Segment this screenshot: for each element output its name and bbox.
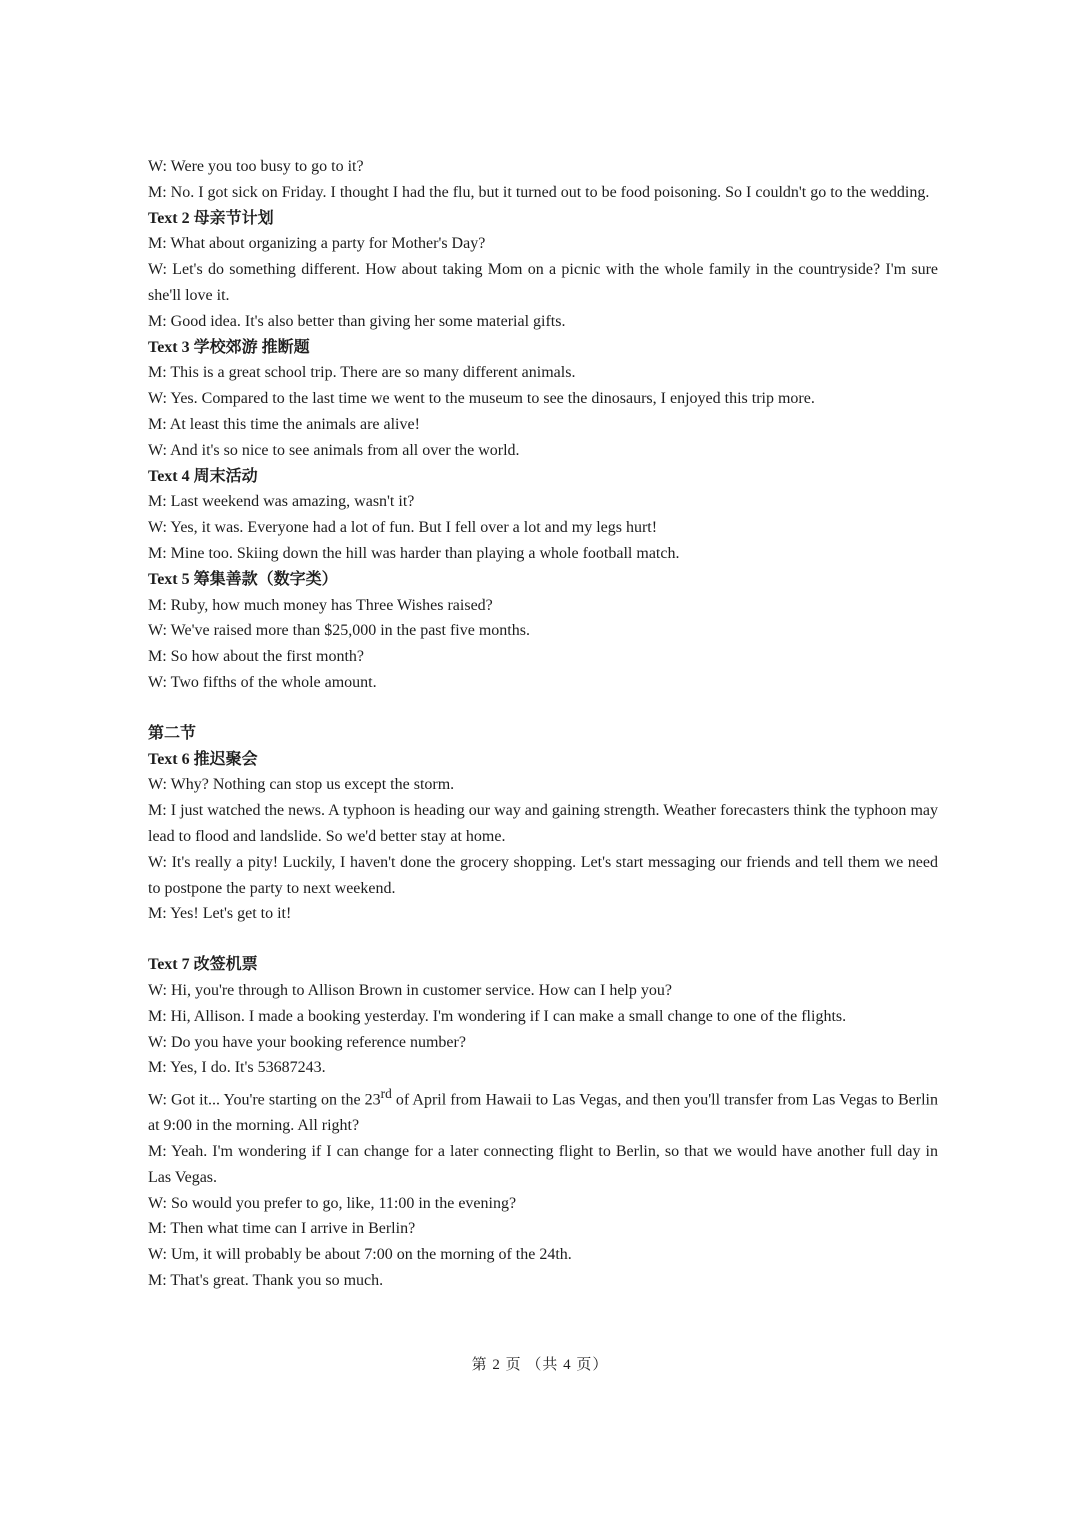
section-gap	[148, 696, 938, 721]
dialogue-line: W: It's really a pity! Luckily, I haven't done the grocery shopping. Let's start messaging our friends and tell them we need to postpone the party to next weekend.	[148, 853, 938, 897]
dialogue-line: W: So would you prefer to go, like, 11:00 in the evening?	[148, 1194, 517, 1212]
dialogue-line: M: Then what time can I arrive in Berlin?	[148, 1220, 416, 1238]
dialogue-text: W: Got it... You're starting on the 23	[148, 1091, 381, 1109]
section-heading-text-3: Text 3 学校郊游 推断题	[148, 338, 310, 356]
ordinal-suffix: rd	[380, 1086, 392, 1102]
dialogue-line: M: Yes! Let's get to it!	[148, 905, 292, 923]
dialogue-line: W: Yes. Compared to the last time we went to the museum to see the dinosaurs, I enjoyed this trip more.	[148, 390, 815, 408]
dialogue-line: M: Mine too. Skiing down the hill was harder than playing a whole football match.	[148, 544, 680, 562]
dialogue-line: M: Hi, Allison. I made a booking yesterday. I'm wondering if I can make a small change to one of the flights.	[148, 1007, 847, 1025]
dialogue-line: M: This is a great school trip. There are so many different animals.	[148, 364, 576, 382]
dialogue-line: W: Do you have your booking reference number?	[148, 1033, 466, 1051]
dialogue-line: M: At least this time the animals are alive!	[148, 415, 420, 433]
section-heading-text-5: Text 5 筹集善款（数字类）	[148, 570, 338, 588]
dialogue-line: W: Two fifths of the whole amount.	[148, 673, 377, 691]
dialogue-line: M: Yeah. I'm wondering if I can change for a later connecting flight to Berlin, so that we would have another full day in Las Vegas.	[148, 1143, 938, 1186]
dialogue-line: W: Were you too busy to go to it?	[148, 158, 364, 175]
dialogue-line: M: Ruby, how much money has Three Wishes raised?	[148, 596, 493, 614]
dialogue-line: M: So how about the first month?	[148, 648, 364, 666]
dialogue-line: W: Yes, it was. Everyone had a lot of fun. But I fell over a lot and my legs hurt!	[148, 519, 658, 537]
dialogue-text: of April from Hawaii to Las Vegas, and then you'll transfer from Las Vegas to Berlin at 9:00 in the morning. All right?	[148, 1091, 938, 1135]
dialogue-line: M: Last weekend was amazing, wasn't it?	[148, 493, 415, 511]
section-heading-text-6: Text 6 推迟聚会	[148, 750, 258, 768]
dialogue-line: M: That's great. Thank you so much.	[148, 1272, 384, 1289]
dialogue-line: M: No. I got sick on Friday. I thought I had the flu, but it turned out to be food poisoning. So I couldn't go to the wedding.	[148, 183, 930, 201]
part-heading: 第二节	[148, 724, 197, 742]
section-heading-text-2: Text 2 母亲节计划	[148, 209, 274, 227]
section-heading-text-7: Text 7 改签机票	[148, 956, 258, 974]
dialogue-line: W: Why? Nothing can stop us except the storm.	[148, 776, 455, 794]
section-heading-text-4: Text 4 周末活动	[148, 467, 258, 485]
dialogue-line: W: Hi, you're through to Allison Brown in customer service. How can I help you?	[148, 981, 672, 999]
dialogue-line: M: Good idea. It's also better than giving her some material gifts.	[148, 312, 566, 330]
dialogue-line-flight-details	[148, 1081, 938, 1139]
dialogue-line: W: Um, it will probably be about 7:00 on the morning of the 24th.	[148, 1246, 572, 1264]
page-number-footer: 第 2 页 （共 4 页）	[471, 1357, 609, 1373]
dialogue-line: W: We've raised more than $25,000 in the past five months.	[148, 622, 530, 640]
transcript-body	[148, 154, 938, 1294]
dialogue-line: W: Let's do something different. How about taking Mom on a picnic with the whole family in the countryside? I'm sure she'll love it.	[148, 261, 938, 304]
section-gap	[148, 927, 938, 952]
dialogue-line: W: And it's so nice to see animals from all over the world.	[148, 441, 520, 459]
dialogue-line: M: What about organizing a party for Mother's Day?	[148, 235, 486, 253]
dialogue-line: M: Yes, I do. It's 53687243.	[148, 1059, 326, 1077]
dialogue-line: M: I just watched the news. A typhoon is heading our way and gaining strength. Weather forecasters think the typhoon may lead to flood and landslide. So we'd better stay at home.	[148, 802, 938, 845]
